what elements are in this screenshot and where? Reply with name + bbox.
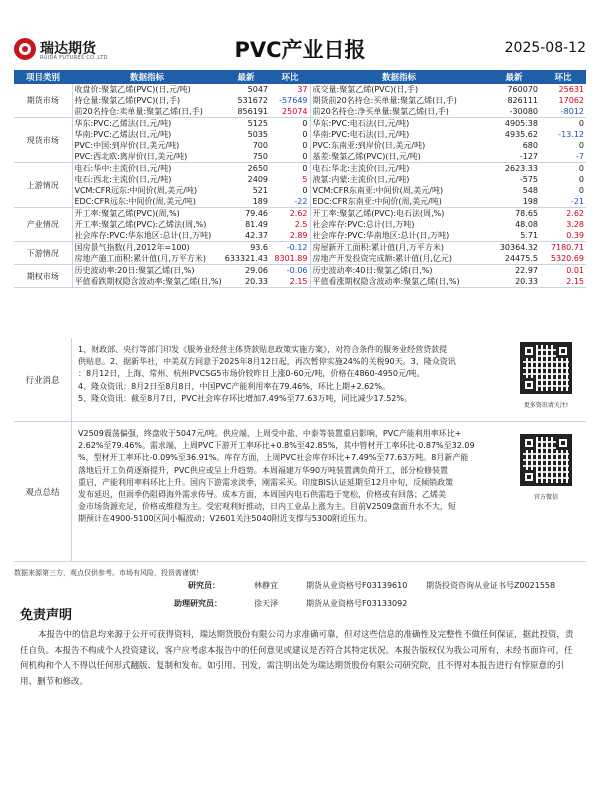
text-line: 1、财政部、央行等部门印发《服务业经营主体贷款贴息政策实施方案》，对符合条件的服务业经营贷款提 — [78, 345, 448, 354]
logo-name: 瑞达期货 — [40, 41, 96, 57]
change-value: 0 — [302, 164, 308, 173]
indicator-name: 华南:PVC:电石法(日,元/吨) — [310, 129, 488, 140]
table-row — [14, 253, 586, 265]
col-header-latest-right: 最新 — [488, 70, 540, 84]
latest-value: 5.71 — [488, 230, 540, 242]
indicator-name: 历史波动率:20日:聚氯乙烯(日,%) — [74, 266, 195, 275]
latest-value: 42.37 — [222, 230, 270, 242]
researcher-consult-license: 期货投资咨询从业证书号Z0021558 — [426, 581, 556, 590]
row-category: 下游情况 — [14, 242, 72, 265]
indicator-name: 社会库存:PVC:华东地区:总计(日,万吨) — [72, 230, 222, 242]
assistant-name: 徐天泽 — [254, 599, 278, 608]
indicator-name: 电石:华中:主流价(日,元/吨) — [74, 164, 172, 173]
latest-value: 531672 — [237, 96, 268, 105]
change-value: 0 — [578, 141, 584, 150]
data-table — [14, 70, 586, 288]
indicator-name: 平值看跌期权隐含波动率:聚氯乙烯(日,%) — [72, 276, 222, 288]
table-row — [14, 265, 586, 277]
wechat-caption: 官方微信 — [533, 494, 558, 501]
table-row — [14, 230, 586, 242]
indicator-name: 开工率:聚氯乙烯(PVC)(周,%) — [74, 209, 180, 218]
text-line: %，型材开工率环比-0.09%至36.91%。库存方面，上周PVC社会库存环比+7.49%至77.63万吨。8月新产能 — [78, 453, 469, 463]
text-line: 落地后开工负荷逐渐提升，PVC供应或呈上升趋势。本周福建万华90万吨装置满负荷开工，部分检修装置 — [78, 465, 449, 475]
indicator-name: 房地产开发投资完成额:累计值(月,亿元) — [310, 253, 488, 265]
change-value: 17062 — [558, 96, 584, 105]
indicator-name: 国房景气指数(月,2012年=100) — [74, 243, 190, 252]
change-value: 0.39 — [540, 230, 586, 242]
change-value: 5 — [302, 175, 308, 184]
indicator-name: 液氯:内蒙:主流价(日,元/吨) — [310, 174, 488, 185]
indicator-name: 电石:华北:主流价(日,元/吨) — [310, 163, 488, 175]
latest-value: 700 — [252, 141, 268, 150]
change-value: 2.15 — [270, 276, 310, 288]
latest-value: 548 — [522, 186, 538, 195]
indicator-name: 社会库存:PVC:总计(日,万吨) — [310, 219, 488, 230]
indicator-name: 房屋新开工面积:累计值(月,万平方米) — [310, 242, 488, 254]
table-row — [14, 242, 586, 254]
row-category: 期货市场 — [14, 84, 72, 118]
latest-value: 20.33 — [222, 276, 270, 288]
latest-value: -30080 — [488, 106, 540, 118]
indicator-name: EDC:CFR远东:中间价(周,美元/吨) — [72, 196, 222, 208]
latest-value: 521 — [252, 186, 268, 195]
qr-caption: 更多资讯请关注! — [523, 402, 569, 409]
disclaimer-title: 免责声明 — [20, 608, 73, 623]
indicator-name: 前20名持仓:净买单量:聚氯乙烯(日,手) — [310, 106, 488, 118]
change-value: 0 — [578, 186, 584, 195]
news-text — [78, 344, 456, 405]
change-value: 7180.71 — [550, 243, 584, 252]
change-value: -22 — [270, 196, 310, 208]
news-label: 行业消息 — [14, 338, 72, 421]
text-line: ：8月12日，上海、常州、杭州PVCSG5市场价较昨日上涨0-60元/吨，价格在4860-4950元/吨。 — [78, 369, 425, 379]
row-category: 上游情况 — [14, 163, 72, 208]
change-value: 2.15 — [540, 276, 586, 288]
table-row — [14, 118, 586, 130]
change-value: -0.12 — [286, 243, 308, 252]
change-value: -13.12 — [558, 130, 584, 139]
report-title: PVC产业日报 — [234, 38, 366, 62]
table-row — [14, 84, 586, 95]
latest-value: 750 — [222, 151, 270, 163]
indicator-name: VCM:CFR远东:中间价(周,美元/吨) — [74, 186, 198, 195]
indicator-name: 收盘价:聚氯乙烯(PVC)(日,元/吨) — [74, 85, 191, 94]
text-line: 金市场货源充足，价格或维稳为主。受宏观利好推动，日内工业品上涨为主。目前V2509盘面升水不大，短 — [78, 502, 456, 512]
change-value: -7 — [540, 151, 586, 163]
indicator-name: 华南:PVC:乙烯法(日,元/吨) — [74, 130, 172, 139]
change-value: 0.01 — [566, 266, 584, 275]
text-line: 发布延迟，但雨季仍阻碍海外需求传导。成本方面，本周国内电石供需趋于宽松，价格或有回落；乙烯美 — [78, 490, 446, 500]
latest-value: 78.65 — [515, 209, 538, 218]
latest-value: 29.06 — [245, 266, 268, 275]
report-date: 2025-08-12 — [504, 40, 586, 56]
change-value: -8012 — [540, 106, 586, 118]
indicator-name: 持仓量:聚氯乙烯(PVC)(日,手) — [74, 96, 181, 105]
assistant-license: 期货从业资格号F03133092 — [306, 599, 408, 608]
latest-value: 856191 — [222, 106, 270, 118]
latest-value: 760070 — [507, 85, 538, 94]
news-section — [14, 338, 586, 422]
summary-label: 观点总结 — [14, 422, 72, 561]
indicator-name: PVC:东南亚:到岸价(日,美元/吨) — [310, 140, 488, 151]
change-value: -57649 — [279, 96, 308, 105]
change-value: 25074 — [270, 106, 310, 118]
change-value: -21 — [540, 196, 586, 208]
change-value: 0 — [578, 119, 584, 128]
latest-value: 24475.5 — [488, 253, 540, 265]
latest-value: -575 — [519, 175, 538, 184]
latest-value: 30364.32 — [499, 243, 538, 252]
latest-value: 5035 — [247, 130, 268, 139]
latest-value: 4905.38 — [504, 119, 538, 128]
table-row — [14, 276, 586, 288]
change-value: 37 — [297, 85, 308, 94]
text-line: 期预计在4900-5100区间小幅波动；V2601关注5040附近支撑与5300附近压力。 — [78, 514, 373, 524]
latest-value: 633321.43 — [222, 253, 270, 265]
change-value: 3.28 — [566, 220, 584, 229]
disclaimer-text: 本报告中的信息均来源于公开可获得资料，瑞达期货股份有限公司力求准确可靠，但对这些信息的准确性及完整性不做任何保证，据此投资，责任自负。本报告不构成个人投资建议，客户应考虑本报告中的任何意见或建议是否符合其特定状况。本报告版权仅为我公司所有，未经书面许可，任何机构和个人不得以任何形式翻版、复制和发布。如引用、刊发，需注明出处为瑞达期货股份有限公司研究院，且不得对本报告进行有悖原意的引用、删节和修改。 — [20, 630, 574, 687]
latest-value: 5047 — [247, 85, 268, 94]
researcher-license: 期货从业资格号F03139610 — [306, 581, 408, 590]
table-row — [14, 196, 586, 208]
latest-value: 5125 — [247, 119, 268, 128]
text-line: 供贴息。2、据新华社，中美双方同意于2025年8月12日起，再次暂停实施24%的关税90天。3、隆众资讯 — [78, 357, 456, 367]
table-row — [14, 140, 586, 151]
assistant-label: 助理研究员： — [174, 599, 222, 608]
latest-value: 79.46 — [245, 209, 268, 218]
table-row — [14, 95, 586, 106]
text-line: 2.62%至79.46%。需求端，上周PVC下游开工率环比+0.8%至42.85%，其中管材开工率环比-0.87%至32.09 — [78, 441, 475, 451]
indicator-name: 华东:PVC:电石法(日,元/吨) — [310, 118, 488, 130]
latest-value: 198 — [488, 196, 540, 208]
indicator-name: PVC:西北欧:离岸价(日,美元/吨) — [72, 151, 222, 163]
text-line: 重启，产能利用率料环比上升。国内下游需求淡季，刚需采买。印度BIS认证延期至12月中旬，反倾销政策 — [78, 477, 454, 487]
researcher-label: 研究员： — [188, 581, 220, 590]
table-row — [14, 208, 586, 220]
change-value: 2.62 — [566, 209, 584, 218]
table-row — [14, 151, 586, 163]
change-value: 5320.69 — [540, 253, 586, 265]
change-value: 2.5 — [294, 220, 308, 229]
indicator-name: 期货前20名持仓:买单量:聚氯乙烯(日,手) — [310, 95, 488, 106]
indicator-name: 社会库存:PVC:华南地区:总计(日,万吨) — [310, 230, 488, 242]
indicator-name: 房地产施工面积:累计值(月,万平方米) — [72, 253, 222, 265]
row-category: 期权市场 — [14, 265, 72, 288]
change-value: 0 — [302, 186, 308, 195]
latest-value: 680 — [522, 141, 538, 150]
latest-value: -127 — [488, 151, 540, 163]
change-value: 0 — [578, 175, 584, 184]
change-value: 0 — [302, 119, 308, 128]
latest-value: 2623.33 — [504, 164, 538, 173]
change-value: 0 — [578, 164, 584, 173]
change-value: -0.06 — [286, 266, 308, 275]
summary-text — [78, 428, 475, 526]
latest-value: 2650 — [247, 164, 268, 173]
col-header-change-right: 环比 — [540, 70, 586, 84]
change-value: 2.62 — [289, 209, 308, 218]
indicator-name: 开工率:聚氯乙烯(PVC):电石法(周,%) — [310, 208, 488, 220]
source-footnote: 数据来源第三方，观点仅供参考。市场有风险，投资需谨慎！ — [14, 569, 203, 577]
change-value: 2.89 — [270, 230, 310, 242]
text-line: 4、隆众资讯：8月2日至8月8日，中国PVC产能利用率在79.46%，环比上期+2.62%。 — [78, 381, 390, 391]
wechat-qr-icon — [520, 434, 572, 486]
latest-value: 189 — [222, 196, 270, 208]
col-header-category: 项目类别 — [14, 70, 72, 84]
summary-section — [14, 422, 586, 562]
table-row — [14, 185, 586, 196]
table-row — [14, 219, 586, 230]
change-value: 0 — [302, 141, 308, 150]
col-header-latest: 最新 — [222, 70, 270, 84]
latest-value: 4935.62 — [504, 130, 538, 139]
indicator-name: 前20名持仓:卖单量:聚氯乙烯(日,手) — [72, 106, 222, 118]
indicator-name: 成交量:聚氯乙烯(PVC)(日,手) — [310, 84, 488, 95]
indicator-name: 历史波动率:40日:聚氯乙烯(日,%) — [310, 265, 488, 277]
text-line: 5、隆众资讯：截至8月7日，PVC社会库存环比增加7.49%至77.63万吨，同比减少17.52%。 — [78, 393, 412, 403]
row-category: 现货市场 — [14, 118, 72, 163]
col-header-change: 环比 — [270, 70, 310, 84]
table-row — [14, 174, 586, 185]
latest-value: 22.97 — [515, 266, 538, 275]
latest-value: 826111 — [507, 96, 538, 105]
report-header — [14, 34, 586, 68]
logo-english-name: RUIDA FUTURES CO.,LTD — [40, 55, 108, 61]
indicator-name: EDC:CFR东南亚:中间价(周,美元/吨) — [310, 196, 488, 208]
latest-value: 93.6 — [250, 243, 268, 252]
col-header-indicator: 数据指标 — [72, 70, 222, 84]
row-category: 产业情况 — [14, 208, 72, 242]
change-value: 25631 — [558, 85, 584, 94]
indicator-name: PVC:中国:到岸价(日,美元/吨) — [74, 141, 180, 150]
researcher-name: 林静宜 — [254, 581, 278, 590]
change-value: 0 — [270, 151, 310, 163]
indicator-name: 平值看涨期权隐含波动率:聚氯乙烯(日,%) — [310, 276, 488, 288]
change-value: 0 — [302, 130, 308, 139]
table-header-row — [14, 70, 586, 84]
qr-code-icon — [520, 342, 572, 394]
table-row — [14, 129, 586, 140]
indicator-name: 电石:西北:主流价(日,元/吨) — [74, 175, 172, 184]
indicator-name: 华东:PVC:乙烯法(日,元/吨) — [74, 119, 172, 128]
indicator-name: 开工率:聚氯乙烯(PVC):乙烯法(周,%) — [74, 220, 207, 229]
latest-value: 81.49 — [245, 220, 268, 229]
indicator-name: 基差:聚氯乙烯(PVC)(日,元/吨) — [310, 151, 488, 163]
change-value: 8301.89 — [270, 253, 310, 265]
table-row — [14, 163, 586, 175]
col-header-indicator-right: 数据指标 — [310, 70, 488, 84]
latest-value: 20.33 — [488, 276, 540, 288]
latest-value: 2409 — [247, 175, 268, 184]
latest-value: 48.08 — [515, 220, 538, 229]
text-line: V2509震荡偏强，终盘收于5047元/吨。供应端，上周受中盐、中泰等装置重启影响，PVC产能利用率环比+ — [78, 429, 462, 438]
indicator-name: VCM:CFR东南亚:中间价(周,美元/吨) — [310, 185, 488, 196]
table-row — [14, 106, 586, 118]
